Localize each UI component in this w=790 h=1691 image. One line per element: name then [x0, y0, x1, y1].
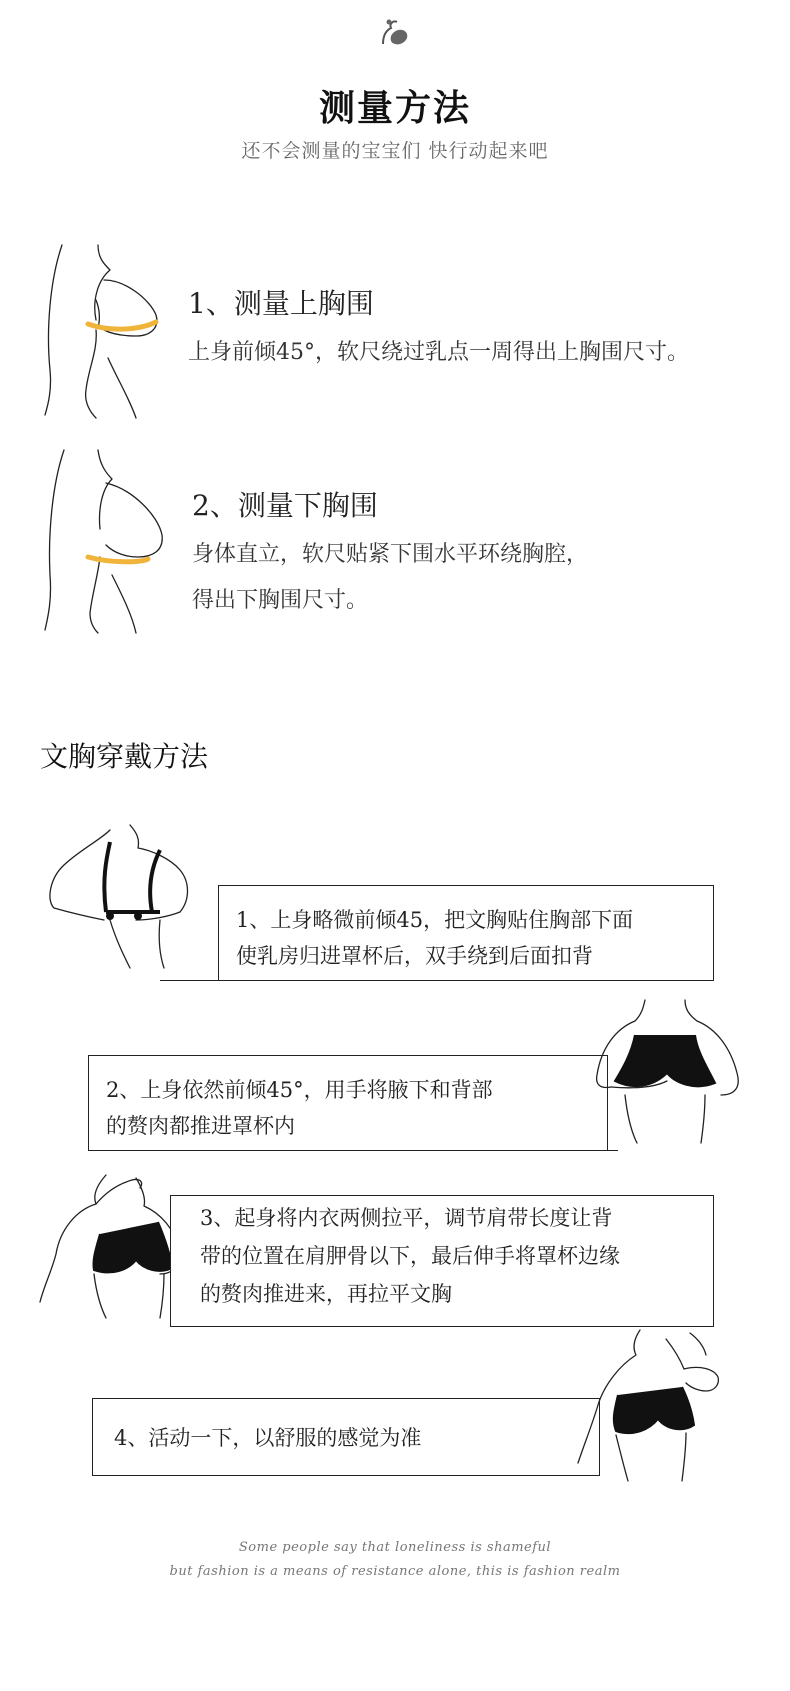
measure-heading-2: 2、测量下胸围 [192, 489, 378, 522]
footer-line-1: Some people say that loneliness is shameful [238, 1540, 552, 1555]
wear-step-2-text-a: 2、上身依然前倾45°，用手将腋下和背部 [106, 1078, 493, 1102]
wear-step-3-text-b: 带的位置在肩胛骨以下，最后伸手将罩杯边缘 [200, 1244, 620, 1268]
upper-bust-figure [40, 240, 170, 420]
wear-step-3-text-c: 的赘肉推进来，再拉平文胸 [200, 1282, 452, 1306]
measure-text-1: 上身前倾45°，软尺绕过乳点一周得出上胸围尺寸。 [188, 340, 689, 365]
wear-step-1-text-a: 1、上身略微前倾45，把文胸贴住胸部下面 [236, 908, 634, 932]
wear-step-4-text: 4、活动一下，以舒服的感觉为准 [114, 1426, 422, 1450]
wear-step-2-underline [88, 1150, 618, 1151]
page-subtitle: 还不会测量的宝宝们 快行动起来吧 [241, 140, 549, 162]
section-title: 文胸穿戴方法 [40, 740, 209, 773]
footer-line-2: but fashion is a means of resistance alone, this is fashion realm [169, 1564, 621, 1579]
wear-step-1-underline [160, 980, 220, 981]
measure-text-2b: 得出下胸围尺寸。 [192, 588, 369, 613]
under-bust-figure [40, 445, 170, 635]
measure-text-2a: 身体直立，软尺贴紧下围水平环绕胸腔， [192, 542, 589, 567]
wear-step-2-figure [585, 995, 755, 1145]
measure-heading-1: 1、测量上胸围 [188, 287, 374, 320]
brand-logo-icon [375, 14, 417, 48]
wear-step-1-text-b: 使乳房归进罩杯后，双手绕到后面扣背 [236, 944, 593, 968]
wear-step-3-text-a: 3、起身将内衣两侧拉平，调节肩带长度让背 [200, 1206, 613, 1230]
page-title: 测量方法 [318, 87, 471, 129]
wear-step-2-text-b: 的赘肉都推进罩杯内 [106, 1114, 295, 1138]
wear-step-1-figure [40, 820, 230, 970]
wear-step-4-figure [570, 1325, 730, 1483]
